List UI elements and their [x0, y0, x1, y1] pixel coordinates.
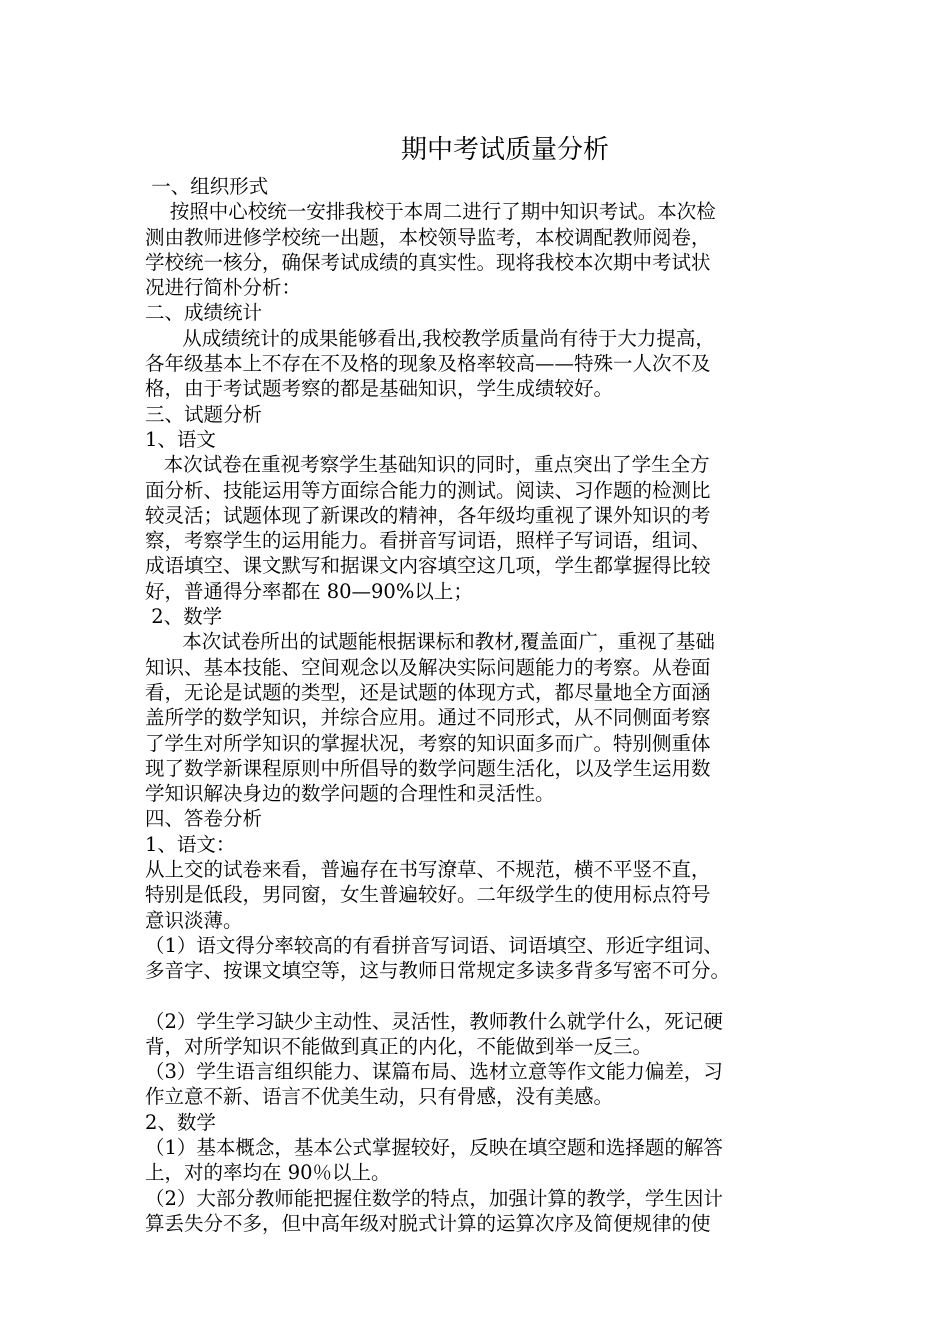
- text-line: 学知识解决身边的数学问题的合理性和灵活性。: [145, 782, 555, 806]
- text-line: 2、数学: [145, 1110, 216, 1134]
- text-line: 2、数学: [145, 605, 223, 629]
- text-line: 知识、基本技能、空间观念以及解决实际问题能力的考察。从卷面: [145, 655, 711, 679]
- text-line: （2）大部分教师能把握住数学的特点，加强计算的教学，学生因计: [145, 1186, 723, 1210]
- text-line: 好，普通得分率都在 80—90%以上；: [145, 579, 473, 603]
- text-line: 从成绩统计的成果能够看出,我校教学质量尚有待于大力提高，: [145, 326, 715, 350]
- text-line: 了学生对所学知识的掌握状况，考察的知识面多而广。特别侧重体: [145, 731, 711, 755]
- text-line: 从上交的试卷来看，普遍存在书写潦草、不规范，横不平竖不直，: [145, 858, 711, 882]
- text-line: 况进行简朴分析：: [145, 276, 302, 300]
- text-line: 现了数学新课程原则中所倡导的数学问题生活化，以及学生运用数: [145, 756, 711, 780]
- text-line: 本次试卷在重视考察学生基础知识的同时，重点突出了学生全方: [145, 453, 710, 477]
- text-line: 背，对所学知识不能做到真正的内化，不能做到举一反三。: [145, 1034, 653, 1058]
- document-text: [145, 174, 825, 1236]
- text-line: （2）学生学习缺少主动性、灵活性，教师教什么就学什么，死记硬: [145, 1009, 723, 1033]
- document-body: [145, 130, 825, 1236]
- text-line: 各年级基本上不存在不及格的现象及格率较高——特殊一人次不及: [145, 352, 711, 376]
- text-line: 一、组织形式: [145, 175, 269, 198]
- text-line: 二、成绩统计: [145, 301, 263, 325]
- text-line: 三、试题分析: [145, 402, 263, 426]
- text-line: 本次试卷所出的试题能根据课标和教材,覆盖面广，重视了基础: [145, 630, 715, 654]
- text-line: （1）基本概念，基本公式掌握较好，反映在填空题和选择题的解答: [145, 1135, 723, 1159]
- text-line: 盖所学的数学知识，并综合应用。通过不同形式，从不同侧面考察: [145, 706, 711, 730]
- text-line: （1）语文得分率较高的有看拼音写词语、词语填空、形近字组词、: [145, 933, 723, 957]
- text-line: 看，无论是试题的类型，还是试题的体现方式，都尽量地全方面涵: [145, 680, 711, 704]
- text-line: 测由教师进修学校统一出题，本校领导监考，本校调配教师阅卷，: [145, 225, 711, 249]
- text-line: 察，考察学生的运用能力。看拼音写词语，照样子写词语，组词、: [145, 529, 711, 553]
- text-line: 格，由于考试题考察的都是基础知识，学生成绩较好。: [145, 377, 614, 401]
- text-line: 多音字、按课文填空等，这与教师日常规定多读多背多写密不可分。: [145, 959, 731, 983]
- text-line: 学校统一核分，确保考试成绩的真实性。现将我校本次期中考试状: [145, 250, 711, 274]
- text-line: 四、答卷分析: [145, 807, 263, 831]
- text-line: 1、语文: [145, 427, 216, 451]
- text-line: 按照中心校统一安排我校于本周二进行了期中知识考试。本次检: [145, 200, 716, 224]
- text-line: 成语填空、课文默写和据课文内容填空这几项，学生都掌握得比较: [145, 554, 711, 578]
- text-line: [145, 984, 825, 1009]
- text-line: 算丢失分不多，但中高年级对脱式计算的运算次序及简便规律的使: [145, 1211, 711, 1235]
- text-line: 意识淡薄。: [145, 908, 243, 932]
- text-line: 作立意不新、语言不优美生动，只有骨感，没有美感。: [145, 1085, 614, 1109]
- text-line: 特别是低段，男同窗，女生普遍较好。二年级学生的使用标点符号: [145, 883, 711, 907]
- text-line: 上，对的率均在 90％以上。: [145, 1161, 391, 1185]
- text-line: 面分析、技能运用等方面综合能力的测试。阅读、习作题的检测比: [145, 478, 711, 502]
- text-line: 1、语文：: [145, 832, 236, 856]
- text-line: 较灵活；试题体现了新课改的精神，各年级均重视了课外知识的考: [145, 503, 711, 527]
- text-line: （3）学生语言组织能力、谋篇布局、选材立意等作文能力偏差，习: [145, 1060, 723, 1084]
- document-title: 期中考试质量分析: [400, 135, 609, 165]
